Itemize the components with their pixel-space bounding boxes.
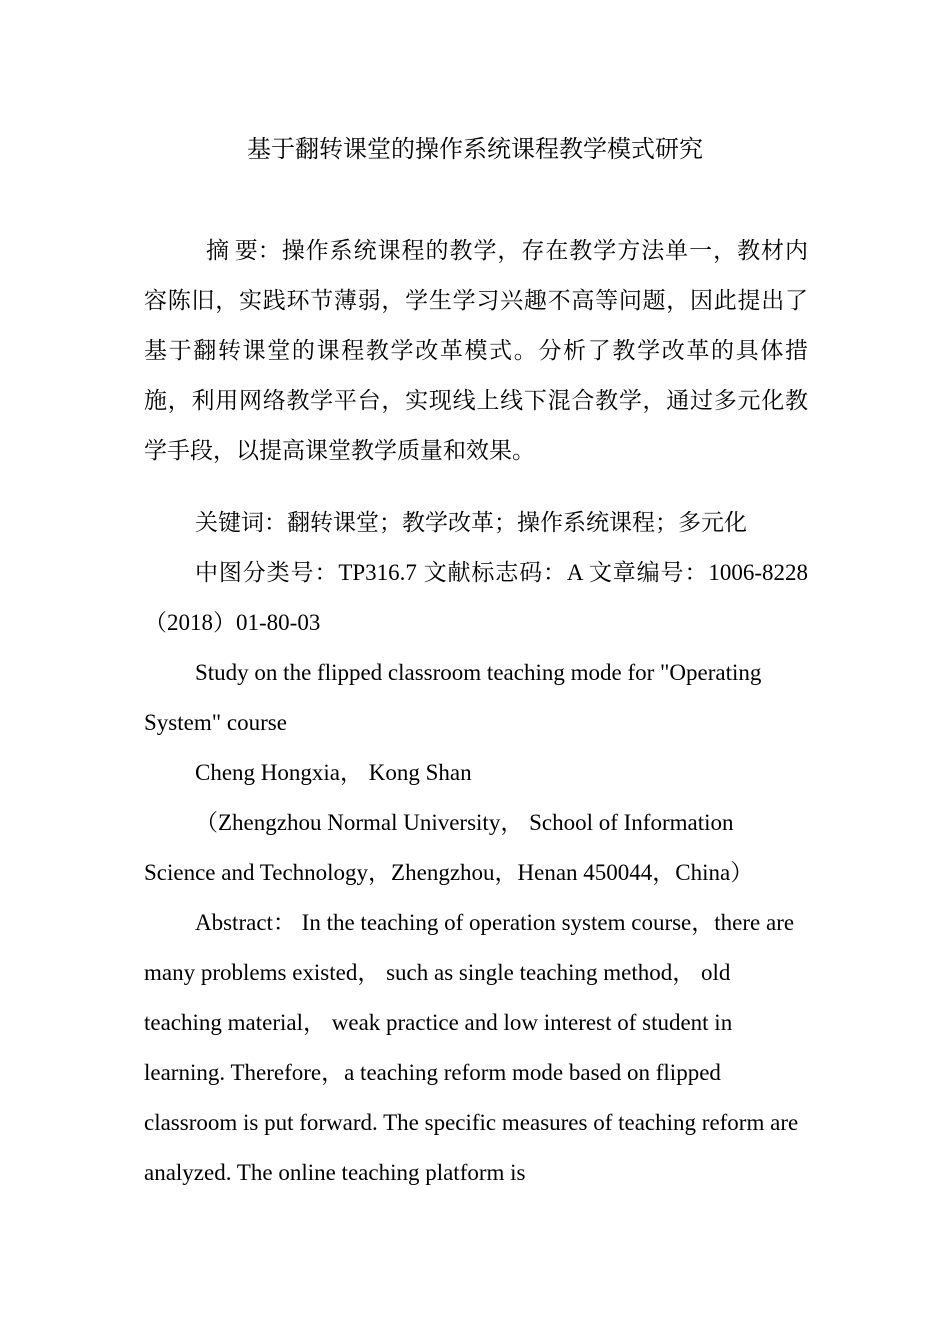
classification-line: 中图分类号：TP316.7 文献标志码：A 文章编号：1006-8228（2018）01-80-03 [144,560,808,635]
authors-en: Cheng Hongxia， Kong Shan [195,760,472,785]
metadata-and-english-section [144,498,808,1198]
affiliation-en: （Zhengzhou Normal University， School of Information Science and Technology，Zhengzhou，Henan 450044，China） [144,810,754,885]
keywords-cn: 关键词：翻转课堂；教学改革；操作系统课程；多元化 [195,510,747,535]
paper-title-en: Study on the flipped classroom teaching mode for "Operating System" course [144,660,762,735]
abstract-cn-label: 摘 要： [206,238,281,263]
abstract-cn-text: 操作系统课程的教学，存在教学方法单一，教材内容陈旧，实践环节薄弱，学生学习兴趣不高等问题，因此提出了基于翻转课堂的课程教学改革模式。分析了教学改革的具体措施，利用网络教学平台，实现线上线下混合教学，通过多元化教学手段，以提高课堂教学质量和效果。 [144,238,808,463]
abstract-cn [144,226,808,476]
abstract-en: Abstract： In the teaching of operation system course，there are many problems existed， such as single teaching method， old teaching material， weak practice and low interest of student in learning. Therefore，a teaching reform mode based on flipped classroom is put forward. The specific measures of teaching reform are analyzed. The online teaching platform is [144,910,799,1185]
paper-title-cn: 基于翻转课堂的操作系统课程教学模式研究 [247,137,703,163]
